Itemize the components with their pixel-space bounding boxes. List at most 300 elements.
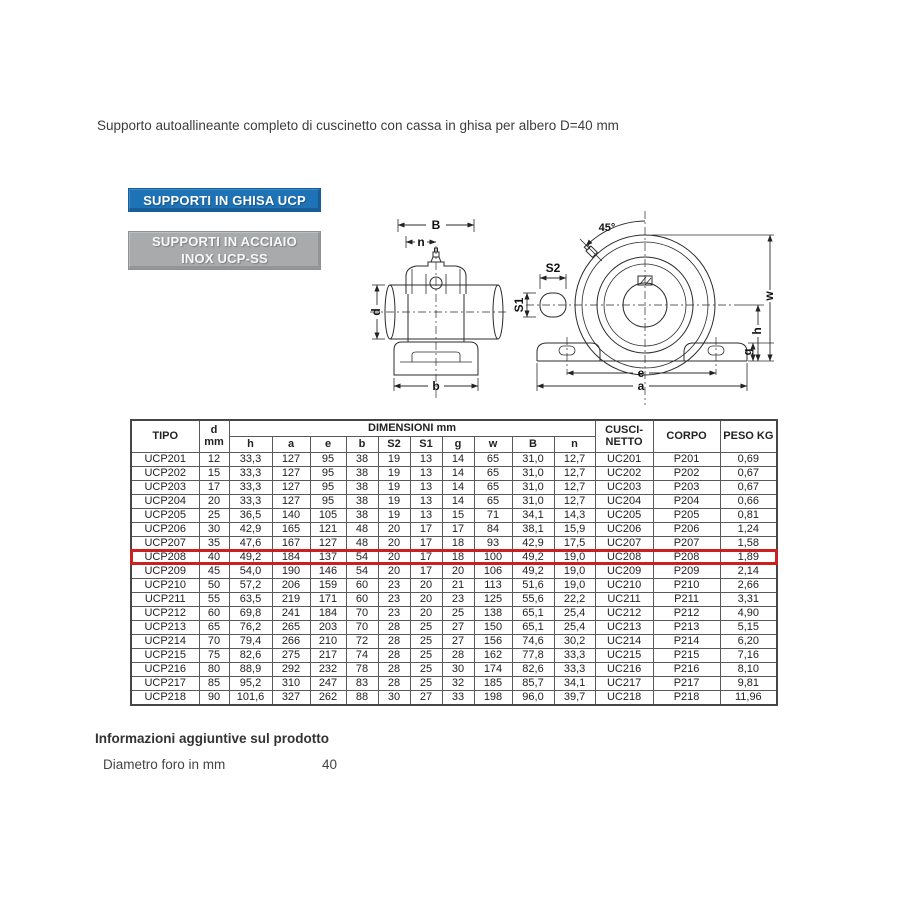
table-cell: 85,7 bbox=[512, 676, 554, 690]
table-cell: 76,2 bbox=[229, 620, 272, 634]
table-cell: 20 bbox=[410, 578, 442, 592]
table-row bbox=[131, 676, 777, 690]
table-cell: 49,2 bbox=[512, 550, 554, 564]
table-cell: 0,81 bbox=[720, 508, 777, 522]
table-cell: P218 bbox=[653, 690, 720, 705]
table-cell: 12 bbox=[199, 452, 229, 466]
table-row bbox=[131, 508, 777, 522]
table-cell: 13 bbox=[410, 480, 442, 494]
table-row bbox=[131, 690, 777, 705]
col-header-cuscinetto: CUSCI- NETTO bbox=[595, 420, 653, 452]
table-cell: 275 bbox=[272, 648, 310, 662]
table-cell: 33,3 bbox=[229, 452, 272, 466]
table-cell: P203 bbox=[653, 480, 720, 494]
table-cell: 15 bbox=[442, 508, 474, 522]
table-cell: UCP218 bbox=[131, 690, 199, 705]
table-row-selected bbox=[131, 550, 777, 564]
table-cell: 198 bbox=[474, 690, 512, 705]
table-cell: 171 bbox=[310, 592, 346, 606]
table-cell: 35 bbox=[199, 536, 229, 550]
table-cell: UC205 bbox=[595, 508, 653, 522]
table-row bbox=[131, 536, 777, 550]
table-cell: 85 bbox=[199, 676, 229, 690]
table-cell: 25,4 bbox=[554, 606, 595, 620]
table-cell: 17,5 bbox=[554, 536, 595, 550]
table-cell: 210 bbox=[310, 634, 346, 648]
table-cell: 138 bbox=[474, 606, 512, 620]
table-cell: 65 bbox=[474, 480, 512, 494]
table-cell: 65 bbox=[474, 466, 512, 480]
table-cell: 19 bbox=[378, 508, 410, 522]
table-cell: 3,31 bbox=[720, 592, 777, 606]
table-cell: 38 bbox=[346, 452, 378, 466]
table-cell: 21 bbox=[442, 578, 474, 592]
table-cell: 27 bbox=[442, 620, 474, 634]
dim-label-a: a bbox=[637, 379, 645, 393]
table-cell: 100 bbox=[474, 550, 512, 564]
table-cell: 19,0 bbox=[554, 564, 595, 578]
table-cell: 70 bbox=[346, 606, 378, 620]
table-cell: 33,3 bbox=[229, 494, 272, 508]
table-cell: 48 bbox=[346, 536, 378, 550]
table-cell: 19 bbox=[378, 494, 410, 508]
table-cell: 55,6 bbox=[512, 592, 554, 606]
table-cell: 12,7 bbox=[554, 466, 595, 480]
table-cell: 219 bbox=[272, 592, 310, 606]
table-cell: 19 bbox=[378, 452, 410, 466]
table-cell: 65 bbox=[474, 494, 512, 508]
table-cell: UCP216 bbox=[131, 662, 199, 676]
col-header-b-cap: B bbox=[512, 436, 554, 452]
table-row bbox=[131, 466, 777, 480]
table-cell: 2,14 bbox=[720, 564, 777, 578]
additional-info-heading: Informazioni aggiuntive sul prodotto bbox=[95, 731, 329, 746]
table-cell: UC217 bbox=[595, 676, 653, 690]
table-cell: 150 bbox=[474, 620, 512, 634]
col-header-corpo: CORPO bbox=[653, 420, 720, 452]
table-cell: 127 bbox=[272, 480, 310, 494]
table-cell: 232 bbox=[310, 662, 346, 676]
table-row bbox=[131, 452, 777, 466]
table-cell: 14 bbox=[442, 452, 474, 466]
table-cell: 19 bbox=[378, 466, 410, 480]
table-cell: 25 bbox=[410, 662, 442, 676]
table-cell: 33,3 bbox=[229, 466, 272, 480]
col-header-a: a bbox=[272, 436, 310, 452]
col-header-tipo: TIPO bbox=[131, 420, 199, 452]
table-cell: 79,4 bbox=[229, 634, 272, 648]
col-header-w: w bbox=[474, 436, 512, 452]
inox-ucp-ss-button[interactable] bbox=[128, 231, 321, 270]
table-cell: UC212 bbox=[595, 606, 653, 620]
table-cell: 7,16 bbox=[720, 648, 777, 662]
table-cell: 14 bbox=[442, 466, 474, 480]
table-cell: 82,6 bbox=[229, 648, 272, 662]
table-cell: 51,6 bbox=[512, 578, 554, 592]
table-cell: 96,0 bbox=[512, 690, 554, 705]
table-cell: 38 bbox=[346, 494, 378, 508]
table-cell: 247 bbox=[310, 676, 346, 690]
table-cell: 74,6 bbox=[512, 634, 554, 648]
table-cell: P215 bbox=[653, 648, 720, 662]
table-cell: UCP208 bbox=[131, 550, 199, 564]
table-cell: 63,5 bbox=[229, 592, 272, 606]
table-cell: UCP209 bbox=[131, 564, 199, 578]
table-cell: P211 bbox=[653, 592, 720, 606]
table-cell: 55 bbox=[199, 592, 229, 606]
table-cell: 38 bbox=[346, 508, 378, 522]
ghisa-ucp-button-label: SUPPORTI IN GHISA UCP bbox=[143, 192, 306, 208]
table-cell: 14 bbox=[442, 494, 474, 508]
table-row bbox=[131, 662, 777, 676]
table-cell: 65,1 bbox=[512, 620, 554, 634]
table-cell: UC209 bbox=[595, 564, 653, 578]
table-cell: 31,0 bbox=[512, 480, 554, 494]
table-cell: 217 bbox=[310, 648, 346, 662]
table-cell: 54 bbox=[346, 550, 378, 564]
table-cell: 28 bbox=[378, 648, 410, 662]
table-cell: 82,6 bbox=[512, 662, 554, 676]
table-cell: 28 bbox=[378, 662, 410, 676]
table-cell: 39,7 bbox=[554, 690, 595, 705]
table-cell: UC218 bbox=[595, 690, 653, 705]
table-cell: UC204 bbox=[595, 494, 653, 508]
table-cell: 42,9 bbox=[512, 536, 554, 550]
table-cell: 33,3 bbox=[554, 662, 595, 676]
table-cell: 31,0 bbox=[512, 494, 554, 508]
inox-ucp-ss-button-label: SUPPORTI IN ACCIAIO INOX UCP-SS bbox=[152, 234, 297, 266]
table-cell: 31,0 bbox=[512, 466, 554, 480]
table-cell: 127 bbox=[272, 452, 310, 466]
table-cell: 2,66 bbox=[720, 578, 777, 592]
table-row bbox=[131, 480, 777, 494]
info-value-diametro: 40 bbox=[322, 757, 338, 772]
table-cell: 265 bbox=[272, 620, 310, 634]
table-cell: 1,24 bbox=[720, 522, 777, 536]
table-cell: 28 bbox=[378, 676, 410, 690]
ghisa-ucp-button[interactable] bbox=[128, 188, 321, 212]
table-cell: UCP211 bbox=[131, 592, 199, 606]
table-cell: 137 bbox=[310, 550, 346, 564]
product-title: Supporto autoallineante completo di cuscinetto con cassa in ghisa per albero D=40 mm bbox=[97, 118, 619, 133]
table-cell: 106 bbox=[474, 564, 512, 578]
table-cell: 54,0 bbox=[229, 564, 272, 578]
table-cell: 95,2 bbox=[229, 676, 272, 690]
table-cell: 20 bbox=[410, 592, 442, 606]
table-cell: 310 bbox=[272, 676, 310, 690]
table-cell: 266 bbox=[272, 634, 310, 648]
table-cell: P206 bbox=[653, 522, 720, 536]
table-cell: 95 bbox=[310, 494, 346, 508]
table-cell: 105 bbox=[310, 508, 346, 522]
table-cell: UC213 bbox=[595, 620, 653, 634]
table-cell: 146 bbox=[310, 564, 346, 578]
table-row bbox=[131, 564, 777, 578]
table-cell: 38 bbox=[346, 480, 378, 494]
table-cell: P210 bbox=[653, 578, 720, 592]
table-cell: 34,1 bbox=[554, 676, 595, 690]
table-cell: 11,96 bbox=[720, 690, 777, 705]
table-cell: 23 bbox=[442, 592, 474, 606]
table-cell: 78 bbox=[346, 662, 378, 676]
table-cell: 30 bbox=[442, 662, 474, 676]
table-cell: 8,10 bbox=[720, 662, 777, 676]
table-cell: 6,20 bbox=[720, 634, 777, 648]
table-cell: 80 bbox=[199, 662, 229, 676]
table-cell: 17 bbox=[410, 564, 442, 578]
table-cell: UC202 bbox=[595, 466, 653, 480]
table-cell: UC214 bbox=[595, 634, 653, 648]
table-cell: 0,67 bbox=[720, 466, 777, 480]
table-cell: 292 bbox=[272, 662, 310, 676]
col-header-peso: PESO KG bbox=[720, 420, 777, 452]
table-cell: UCP204 bbox=[131, 494, 199, 508]
table-cell: 20 bbox=[199, 494, 229, 508]
table-cell: 23 bbox=[378, 578, 410, 592]
table-cell: 241 bbox=[272, 606, 310, 620]
table-cell: 60 bbox=[346, 578, 378, 592]
col-header-h: h bbox=[229, 436, 272, 452]
table-cell: 184 bbox=[310, 606, 346, 620]
table-cell: P212 bbox=[653, 606, 720, 620]
table-cell: 9,81 bbox=[720, 676, 777, 690]
table-cell: 262 bbox=[310, 690, 346, 705]
table-cell: 69,8 bbox=[229, 606, 272, 620]
dim-label-g: g bbox=[741, 348, 754, 356]
table-cell: UCP207 bbox=[131, 536, 199, 550]
col-header-dimensioni: DIMENSIONI mm bbox=[229, 420, 595, 436]
table-cell: 27 bbox=[410, 690, 442, 705]
table-cell: 30 bbox=[199, 522, 229, 536]
table-cell: 65,1 bbox=[512, 606, 554, 620]
table-cell: 20 bbox=[378, 564, 410, 578]
table-cell: 54 bbox=[346, 564, 378, 578]
table-cell: 30,2 bbox=[554, 634, 595, 648]
table-cell: 49,2 bbox=[229, 550, 272, 564]
table-row bbox=[131, 606, 777, 620]
table-cell: 17 bbox=[410, 550, 442, 564]
table-cell: 101,6 bbox=[229, 690, 272, 705]
table-cell: 327 bbox=[272, 690, 310, 705]
table-cell: 0,67 bbox=[720, 480, 777, 494]
table-cell: 27 bbox=[442, 634, 474, 648]
table-cell: P205 bbox=[653, 508, 720, 522]
table-cell: 206 bbox=[272, 578, 310, 592]
table-cell: P214 bbox=[653, 634, 720, 648]
table-cell: 13 bbox=[410, 494, 442, 508]
table-cell: P209 bbox=[653, 564, 720, 578]
table-cell: 48 bbox=[346, 522, 378, 536]
table-cell: 190 bbox=[272, 564, 310, 578]
table-cell: 34,1 bbox=[512, 508, 554, 522]
table-cell: 57,2 bbox=[229, 578, 272, 592]
table-cell: 19,0 bbox=[554, 578, 595, 592]
table-cell: 13 bbox=[410, 452, 442, 466]
table-cell: 162 bbox=[474, 648, 512, 662]
table-cell: 0,69 bbox=[720, 452, 777, 466]
table-row bbox=[131, 620, 777, 634]
table-cell: 25 bbox=[410, 648, 442, 662]
table-cell: 18 bbox=[442, 536, 474, 550]
table-cell: 38,1 bbox=[512, 522, 554, 536]
table-cell: 174 bbox=[474, 662, 512, 676]
table-cell: 75 bbox=[199, 648, 229, 662]
dimensions-table bbox=[130, 419, 778, 706]
table-cell: 60 bbox=[199, 606, 229, 620]
table-cell: UC206 bbox=[595, 522, 653, 536]
table-cell: 25,4 bbox=[554, 620, 595, 634]
table-cell: 93 bbox=[474, 536, 512, 550]
table-cell: 90 bbox=[199, 690, 229, 705]
dim-label-S1: S1 bbox=[512, 297, 527, 313]
table-cell: 1,89 bbox=[720, 550, 777, 564]
table-cell: 20 bbox=[378, 522, 410, 536]
col-header-d: d mm bbox=[199, 420, 229, 452]
table-cell: 156 bbox=[474, 634, 512, 648]
table-cell: 17 bbox=[410, 522, 442, 536]
dim-label-n: n bbox=[417, 235, 425, 249]
table-cell: UCP212 bbox=[131, 606, 199, 620]
table-cell: 19 bbox=[378, 480, 410, 494]
table-cell: 17 bbox=[410, 536, 442, 550]
table-cell: 20 bbox=[410, 606, 442, 620]
table-cell: 83 bbox=[346, 676, 378, 690]
table-cell: 17 bbox=[442, 522, 474, 536]
table-cell: 40 bbox=[199, 550, 229, 564]
table-cell: 49,2 bbox=[512, 564, 554, 578]
col-header-s1: S1 bbox=[410, 436, 442, 452]
table-cell: 25 bbox=[410, 634, 442, 648]
table-cell: 20 bbox=[442, 564, 474, 578]
table-cell: UCP217 bbox=[131, 676, 199, 690]
table-row bbox=[131, 522, 777, 536]
table-cell: 70 bbox=[199, 634, 229, 648]
dim-label-b: b bbox=[432, 379, 440, 393]
table-cell: UC216 bbox=[595, 662, 653, 676]
table-cell: UC207 bbox=[595, 536, 653, 550]
dim-label-d: d bbox=[369, 308, 384, 316]
table-cell: 65 bbox=[474, 452, 512, 466]
table-cell: 23 bbox=[378, 592, 410, 606]
table-cell: 88 bbox=[346, 690, 378, 705]
table-cell: 33,3 bbox=[229, 480, 272, 494]
table-cell: 185 bbox=[474, 676, 512, 690]
table-cell: UCP201 bbox=[131, 452, 199, 466]
table-cell: UCP213 bbox=[131, 620, 199, 634]
table-cell: 74 bbox=[346, 648, 378, 662]
table-cell: 25 bbox=[410, 620, 442, 634]
table-cell: 50 bbox=[199, 578, 229, 592]
table-cell: 28 bbox=[378, 634, 410, 648]
side-view-drawing bbox=[368, 212, 508, 407]
table-cell: 159 bbox=[310, 578, 346, 592]
table-cell: 14,3 bbox=[554, 508, 595, 522]
table-cell: 167 bbox=[272, 536, 310, 550]
table-cell: 42,9 bbox=[229, 522, 272, 536]
table-cell: P208 bbox=[653, 550, 720, 564]
table-cell: 95 bbox=[310, 480, 346, 494]
table-cell: 84 bbox=[474, 522, 512, 536]
table-cell: 72 bbox=[346, 634, 378, 648]
table-cell: 12,7 bbox=[554, 494, 595, 508]
table-cell: 22,2 bbox=[554, 592, 595, 606]
table-cell: 88,9 bbox=[229, 662, 272, 676]
grease-nipple-icon bbox=[583, 243, 597, 257]
table-cell: 25 bbox=[442, 606, 474, 620]
table-cell: 203 bbox=[310, 620, 346, 634]
col-header-n: n bbox=[554, 436, 595, 452]
table-cell: 18 bbox=[442, 550, 474, 564]
table-cell: 165 bbox=[272, 522, 310, 536]
table-cell: 33 bbox=[442, 690, 474, 705]
table-cell: 121 bbox=[310, 522, 346, 536]
table-cell: 36,5 bbox=[229, 508, 272, 522]
table-row bbox=[131, 648, 777, 662]
front-view-drawing bbox=[512, 205, 777, 410]
table-cell: 71 bbox=[474, 508, 512, 522]
table-row bbox=[131, 592, 777, 606]
table-cell: 77,8 bbox=[512, 648, 554, 662]
table-cell: 32 bbox=[442, 676, 474, 690]
table-row bbox=[131, 578, 777, 592]
table-cell: P207 bbox=[653, 536, 720, 550]
info-label-diametro: Diametro foro in mm bbox=[103, 757, 226, 772]
table-cell: 30 bbox=[378, 690, 410, 705]
table-cell: P204 bbox=[653, 494, 720, 508]
table-cell: UC208 bbox=[595, 550, 653, 564]
table-cell: P201 bbox=[653, 452, 720, 466]
table-cell: UC211 bbox=[595, 592, 653, 606]
table-cell: UC215 bbox=[595, 648, 653, 662]
table-cell: 127 bbox=[310, 536, 346, 550]
table-cell: 95 bbox=[310, 466, 346, 480]
col-header-s2: S2 bbox=[378, 436, 410, 452]
dim-label-B: B bbox=[431, 218, 441, 232]
dim-label-h: h bbox=[750, 327, 765, 335]
table-cell: 125 bbox=[474, 592, 512, 606]
table-cell: P217 bbox=[653, 676, 720, 690]
table-cell: 28 bbox=[378, 620, 410, 634]
col-header-e: e bbox=[310, 436, 346, 452]
table-cell: 1,58 bbox=[720, 536, 777, 550]
table-cell: 15,9 bbox=[554, 522, 595, 536]
table-cell: 25 bbox=[410, 676, 442, 690]
table-cell: UCP215 bbox=[131, 648, 199, 662]
table-cell: 70 bbox=[346, 620, 378, 634]
table-cell: UCP203 bbox=[131, 480, 199, 494]
table-cell: 140 bbox=[272, 508, 310, 522]
table-cell: 19,0 bbox=[554, 550, 595, 564]
table-cell: UCP206 bbox=[131, 522, 199, 536]
table-cell: UC203 bbox=[595, 480, 653, 494]
table-cell: 60 bbox=[346, 592, 378, 606]
table-cell: 5,15 bbox=[720, 620, 777, 634]
table-cell: 28 bbox=[442, 648, 474, 662]
table-cell: UC201 bbox=[595, 452, 653, 466]
table-cell: 127 bbox=[272, 466, 310, 480]
table-cell: 31,0 bbox=[512, 452, 554, 466]
table-cell: P202 bbox=[653, 466, 720, 480]
col-header-g: g bbox=[442, 436, 474, 452]
table-cell: 0,66 bbox=[720, 494, 777, 508]
table-cell: UC210 bbox=[595, 578, 653, 592]
table-row bbox=[131, 634, 777, 648]
dim-label-S2: S2 bbox=[545, 261, 561, 275]
table-cell: UCP210 bbox=[131, 578, 199, 592]
table-cell: 20 bbox=[378, 550, 410, 564]
table-cell: UCP202 bbox=[131, 466, 199, 480]
table-cell: 184 bbox=[272, 550, 310, 564]
